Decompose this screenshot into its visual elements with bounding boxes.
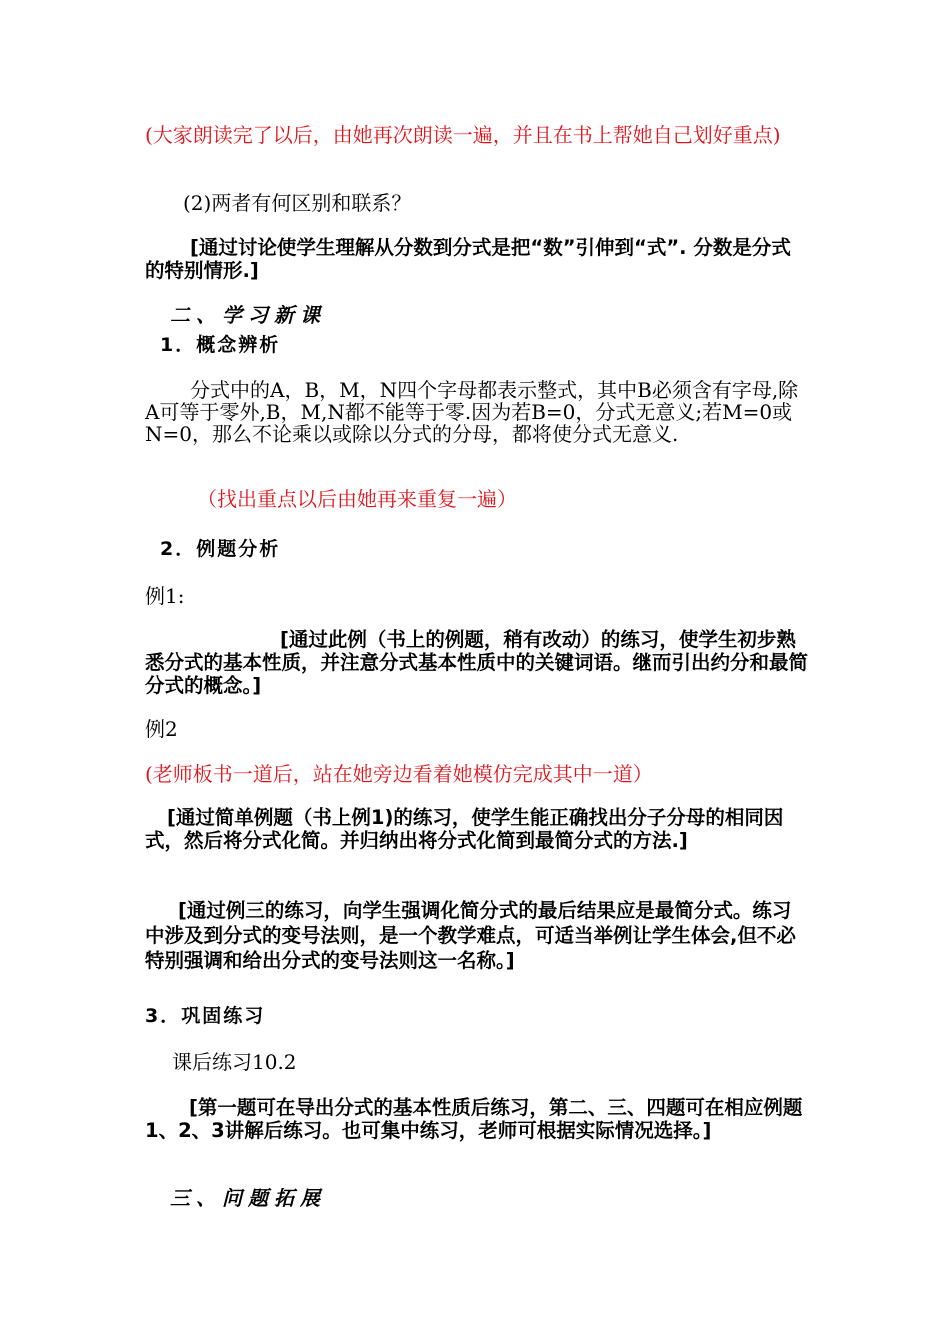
example-2-label: 例2 xyxy=(145,717,178,741)
concept-paragraph: 分式中的A，B，M，N四个字母都表示整式，其中B必须含有字母,除A可等于零外,B，M,N都不能等于零.因为若B=0，分式无意义;若M=0或N=0，那么不论乘以或除以分式的分母，都将使分式无意义. xyxy=(145,378,799,446)
subheading-concept-analysis: 1．概念辨析 xyxy=(160,334,281,356)
exercise-explanation: [第一题可在导出分式的基本性质后练习，第二、三、四题可在相应例题1、2、3讲解后练习。也可集中练习，老师可根据实际情况选择。] xyxy=(145,1096,803,1142)
subheading-example-analysis: 2．例题分析 xyxy=(160,538,281,560)
subheading-consolidation-practice: 3．巩固练习 xyxy=(145,1005,266,1027)
explanation-fraction-vs-number: [通过讨论使学生理解从分数到分式是把“数”引伸到“式”. 分数是分式的特别情形.] xyxy=(145,236,791,282)
exercise-label: 课后练习10.2 xyxy=(172,1050,297,1074)
section-heading-new-lesson: 二、学习新课 xyxy=(170,303,326,327)
teacher-note-reading: (大家朗读完了以后，由她再次朗读一遍，并且在书上帮她自己划好重点) xyxy=(145,123,781,147)
question-difference: (2)两者有何区别和联系？ xyxy=(183,191,412,215)
example-1-explanation: [通过此例（书上的例题，稍有改动）的练习，使学生初步熟悉分式的基本性质，并注意分式基本性质中的关键词语。继而引出约分和最简分式的概念。] xyxy=(145,628,809,697)
example-3-explanation: [通过例三的练习，向学生强调化简分式的最后结果应是最简分式。练习中涉及到分式的变号法则，是一个教学难点，可适当举例让学生体会,但不必特别强调和给出分式的变号法则这一名称。] xyxy=(145,899,796,972)
teacher-note-board: (老师板书一道后，站在她旁边看着她模仿完成其中一道） xyxy=(145,762,653,786)
section-heading-problem-extension: 三、问题拓展 xyxy=(170,1186,326,1210)
example-2-explanation: [通过简单例题（书上例1)的练习，使学生能正确找出分子分母的相同因式，然后将分式化简。并归纳出将分式化简到最简分式的方法.] xyxy=(145,806,784,852)
teacher-note-repeat: （找出重点以后由她再来重复一遍） xyxy=(197,487,517,511)
example-1-label: 例1: xyxy=(145,584,185,608)
